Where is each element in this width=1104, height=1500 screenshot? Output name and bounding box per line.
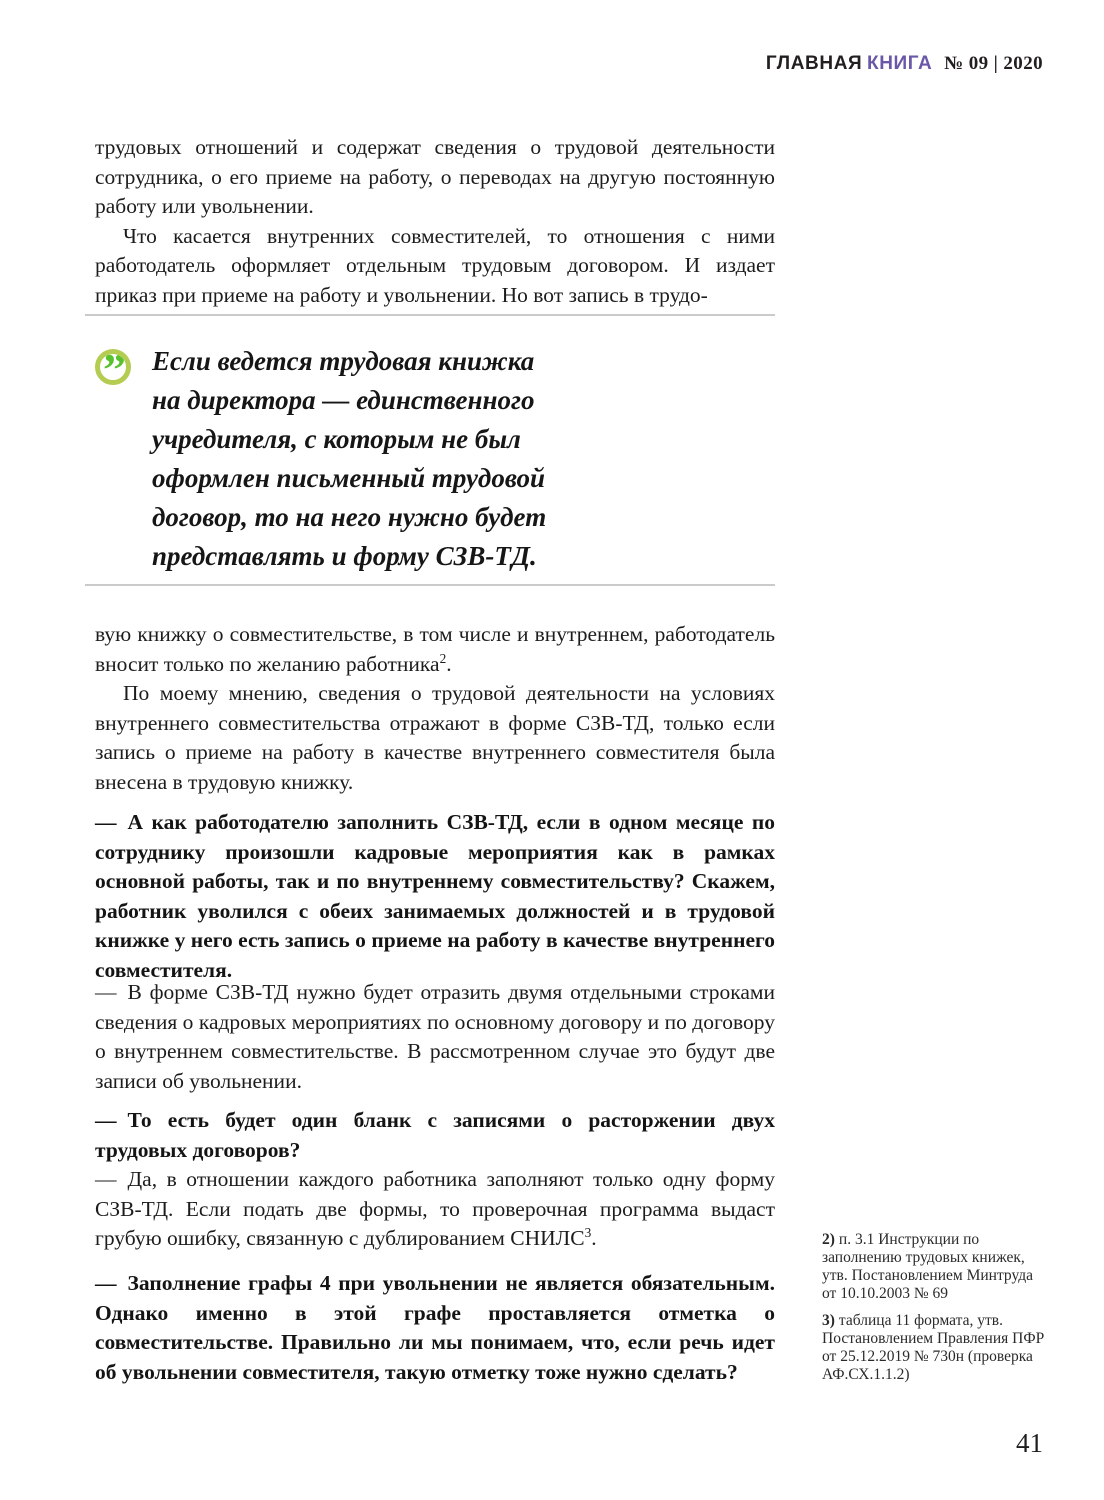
paragraph-continuation [95, 620, 775, 679]
question-3 [95, 1269, 775, 1387]
quote-icon [95, 349, 131, 385]
intro-paragraph-2: Что касается внутренних совместителей, то отношения с ними работодатель оформляет отдельным трудовым договором. И издает приказ при приеме на работу и увольнении. Но вот запись в трудо- [95, 223, 775, 307]
footnote-ref-2: 2 [439, 650, 447, 666]
footnote-3-text: таблица 11 формата, утв. Постановлением Правления ПФР от 25.12.2019 № 730н (проверка АФ.СХ.1.1.2) [822, 1312, 1045, 1383]
answer-2-text: Да, в отношении каждого работника заполняют только одну форму СЗВ-ТД. Если подать две формы, то проверочная программа выдаст грубую ошибку, связанную с дублированием СНИЛС [95, 1167, 775, 1250]
question-1-text: А как работодателю заполнить СЗВ-ТД, если в одном месяце по сотруднику произошли кадровые мероприятия как в рамках основной работы, так и по внутреннему совместительству? Скажем, работник уволился с обеих занимаемых должностей и в трудовой книжке у него есть запись о приеме на работу в качестве внутреннего совместителя. [95, 810, 775, 982]
pullquote-line: договор, то на него нужно будет [152, 502, 547, 532]
pullquote-line: оформлен письменный трудовой [152, 463, 546, 493]
footnote-3 [822, 1312, 1050, 1384]
footnote-ref-3: 3 [584, 1224, 592, 1240]
footnote-2-text: п. 3.1 Инструкции по заполнению трудовых книжек, утв. Постановлением Минтруда от 10.10.2003 № 69 [822, 1231, 1033, 1302]
answer-2-period: . [591, 1226, 597, 1250]
question-dash: — [95, 1271, 117, 1295]
answer-2 [95, 1165, 775, 1254]
question-dash: — [95, 810, 117, 834]
question-dash: — [95, 1108, 117, 1132]
paragraph-opinion: По моему мнению, сведения о трудовой деятельности на условиях внутреннего совместительства отражают в форме СЗВ-ТД, только если запись о приеме на работу в качестве внутреннего совместителя была внесена в трудовую книжку. [95, 681, 775, 794]
question-2 [95, 1106, 775, 1165]
pullquote-line: Если ведется трудовая книжка [152, 346, 535, 376]
pullquote-line: учредителя, с которым не был [152, 424, 521, 454]
intro-section [95, 133, 775, 310]
divider-top [85, 314, 775, 316]
pullquote-line: на директора — единственного [152, 385, 535, 415]
issue-label: № 09 | 2020 [944, 53, 1043, 74]
pullquote-text [152, 342, 775, 576]
answer-1-text: В форме СЗВ-ТД нужно будет отразить двумя отдельными строками сведения о кадровых мероприятиях по основному договору и по договору о внутреннем совместительстве. В рассмотренном случае это будут две записи об увольнении. [95, 980, 775, 1093]
divider-bottom [85, 584, 775, 586]
page-number: 41 [1016, 1428, 1043, 1458]
masthead [766, 53, 1043, 75]
footnote-2 [822, 1231, 1050, 1303]
paragraph-continuation-text: вую книжку о совместительстве, в том числе и внутреннем, работодатель вносит только по желанию работника [95, 622, 775, 676]
intro-paragraph-1: трудовых отношений и содержат сведения о трудовой деятельности сотрудника, о его приеме на работу, о переводах на другую постоянную работу или увольнении. [95, 135, 775, 218]
answer-1 [95, 978, 775, 1096]
brand-name-black: ГЛАВНАЯ [765, 53, 863, 74]
question-1 [95, 808, 775, 985]
footnote-3-marker: 3) [822, 1312, 835, 1329]
pullquote [95, 342, 775, 576]
brand-name-accent: КНИГА [867, 53, 933, 74]
footnote-2-marker: 2) [822, 1231, 835, 1248]
answer-dash: — [95, 980, 117, 1004]
answer-dash: — [95, 1167, 117, 1191]
footnotes-sidebar [822, 1231, 1050, 1393]
question-3-text: Заполнение графы 4 при увольнении не является обязательным. Однако именно в этой графе проставляется отметка о совместительстве. Правильно ли мы понимаем, что, если речь идет об увольнении совместителя, такую отметку тоже нужно сделать? [95, 1271, 775, 1384]
continuation-section [95, 620, 775, 797]
quote-mark-glyph: ” [103, 349, 124, 385]
pullquote-line: представлять и форму СЗВ-ТД. [152, 541, 537, 571]
question-2-text: То есть будет один бланк с записями о расторжении двух трудовых договоров? [95, 1108, 775, 1162]
paragraph-continuation-period: . [446, 651, 452, 676]
